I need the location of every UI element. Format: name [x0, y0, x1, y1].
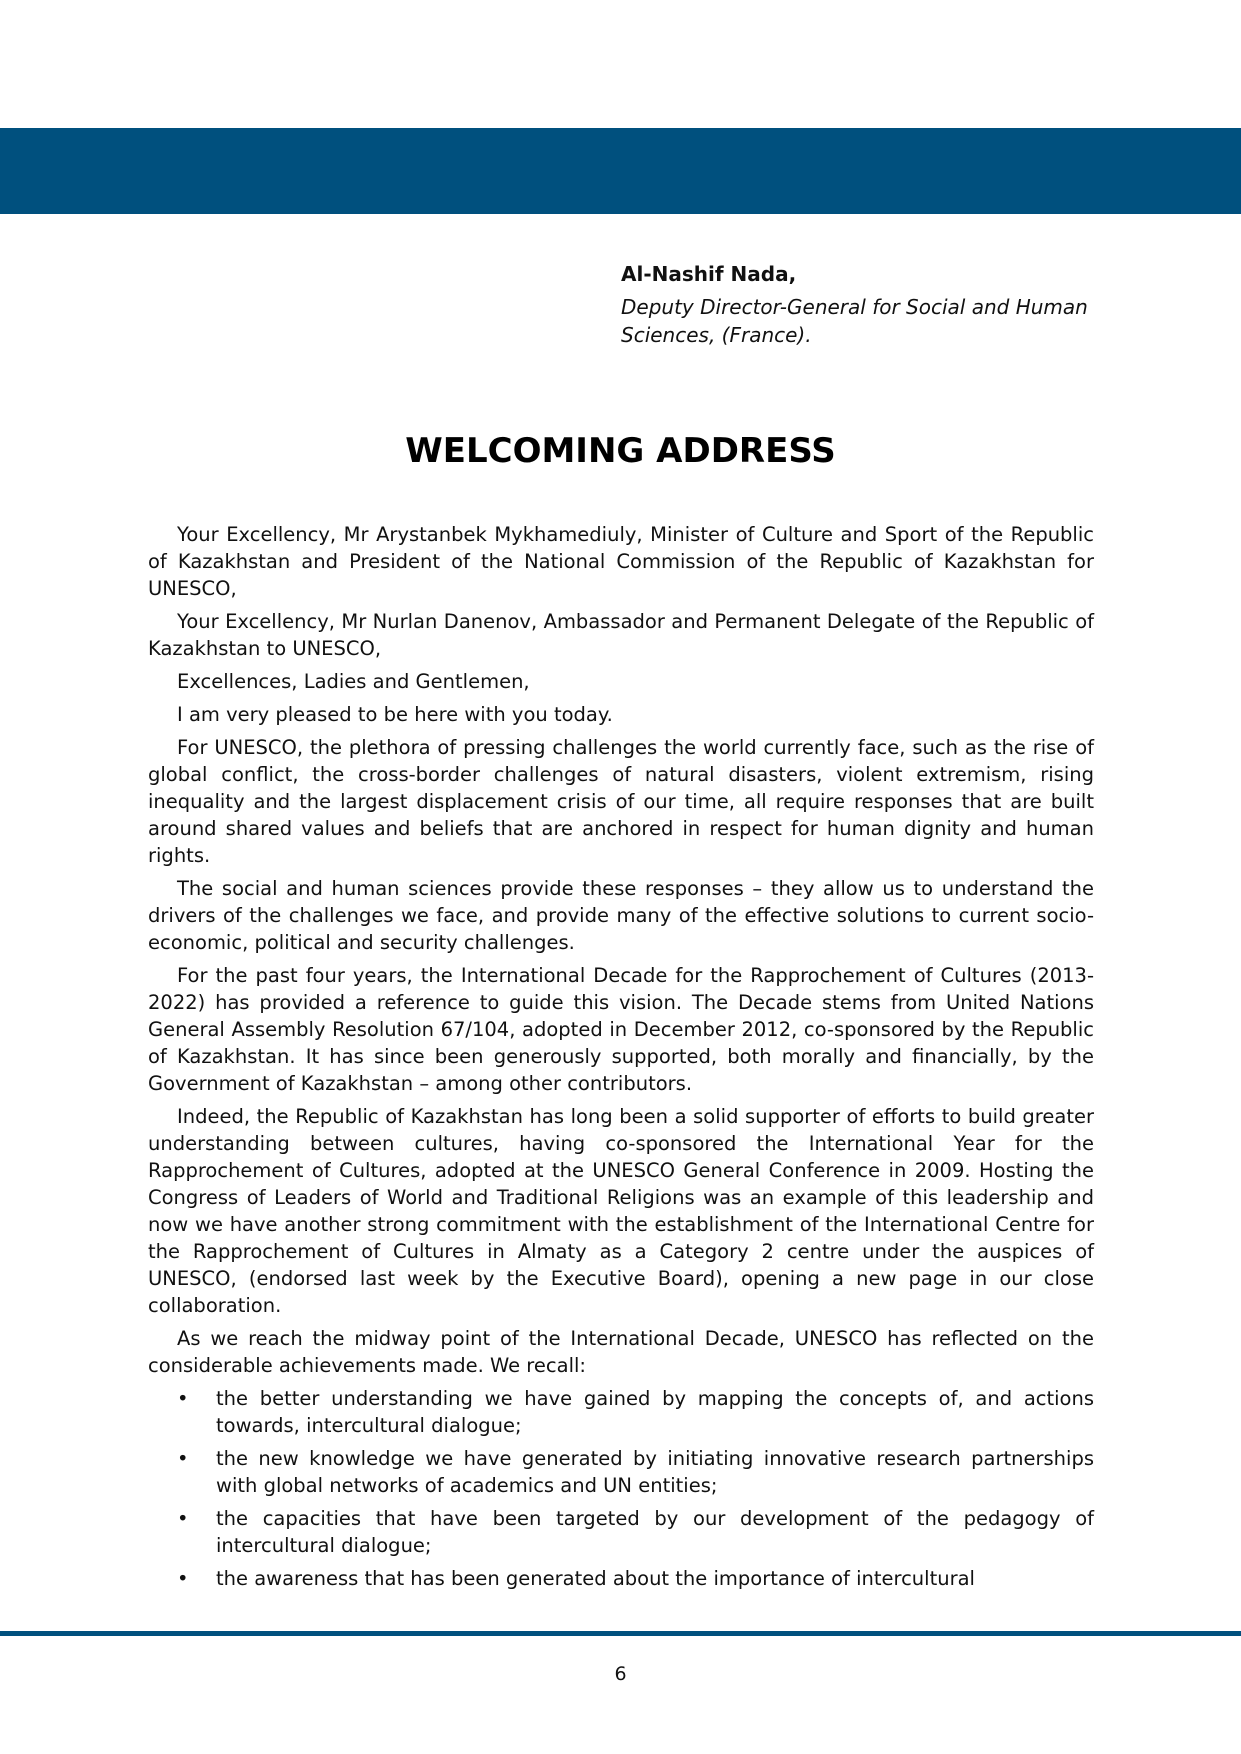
author-block: [621, 259, 1121, 349]
bullet-icon: •: [177, 1387, 189, 1410]
list-item: [148, 1565, 1094, 1592]
list-item-text: the capacities that have been targeted by our development of the pedagogy of intercultural dialogue;: [216, 1507, 1094, 1557]
paragraph: Your Excellency, Mr Nurlan Danenov, Ambassador and Permanent Delegate of the Republic of Kazakhstan to UNESCO,: [148, 610, 1094, 660]
author-name: Al-Nashif Nada,: [621, 262, 797, 286]
list-item: [148, 1505, 1094, 1559]
page-number: 6: [614, 1663, 627, 1685]
bullet-icon: •: [177, 1447, 189, 1470]
paragraph: I am very pleased to be here with you today.: [177, 703, 613, 726]
list-item-text: the awareness that has been generated about the importance of intercultural: [216, 1567, 975, 1590]
paragraph: For UNESCO, the plethora of pressing challenges the world currently face, such as the rise of global conflict, the cross-border challenges of natural disasters, violent extremism, rising inequality and the largest displacement crisis of our time, all require responses that are built around shared values and beliefs that are anchored in respect for human dignity and human rights.: [148, 736, 1094, 867]
paragraph: As we reach the midway point of the International Decade, UNESCO has reflected on the considerable achievements made. We recall:: [148, 1327, 1094, 1377]
page-title: WELCOMING ADDRESS: [405, 431, 836, 471]
list-item-text: the better understanding we have gained by mapping the concepts of, and actions towards, intercultural dialogue;: [216, 1387, 1094, 1437]
bullet-icon: •: [177, 1567, 189, 1590]
bullet-icon: •: [177, 1507, 189, 1530]
paragraph: Indeed, the Republic of Kazakhstan has long been a solid supporter of efforts to build greater understanding between cultures, having co-sponsored the International Year for the Rapprochement of Cultures, adopted at the UNESCO General Conference in 2009. Hosting the Congress of Leaders of World and Traditional Religions was an example of this leadership and now we have another strong commitment with the establishment of the International Centre for the Rapprochement of Cultures in Almaty as a Category 2 centre under the auspices of UNESCO, (endorsed last week by the Executive Board), opening a new page in our close collaboration.: [148, 1105, 1094, 1317]
paragraph: Your Excellency, Mr Arystanbek Mykhamediuly, Minister of Culture and Sport of the Republic of Kazakhstan and President of the National Commission of the Republic of Kazakhstan for UNESCO,: [148, 523, 1094, 600]
list-item: [148, 1445, 1094, 1499]
paragraph: Excellences, Ladies and Gentlemen,: [177, 670, 530, 693]
author-role: Deputy Director-General for Social and Human Sciences, (France).: [621, 295, 1088, 347]
achievement-list: [148, 1385, 1094, 1592]
footer-rule: [0, 1631, 1241, 1636]
paragraph: For the past four years, the International Decade for the Rapprochement of Cultures (2013-2022) has provided a reference to guide this vision. The Decade stems from United Nations General Assembly Resolution 67/104, adopted in December 2012, co-sponsored by the Republic of Kazakhstan. It has since been generously supported, both morally and financially, by the Government of Kazakhstan – among other contributors.: [148, 964, 1094, 1095]
list-item-text: the new knowledge we have generated by initiating innovative research partnerships with global networks of academics and UN entities;: [216, 1447, 1094, 1497]
body-text: [148, 521, 1094, 1598]
list-item: [148, 1385, 1094, 1439]
header-band: [0, 128, 1241, 214]
paragraph: The social and human sciences provide these responses – they allow us to understand the drivers of the challenges we face, and provide many of the effective solutions to current socio-economic, political and security challenges.: [148, 877, 1094, 954]
